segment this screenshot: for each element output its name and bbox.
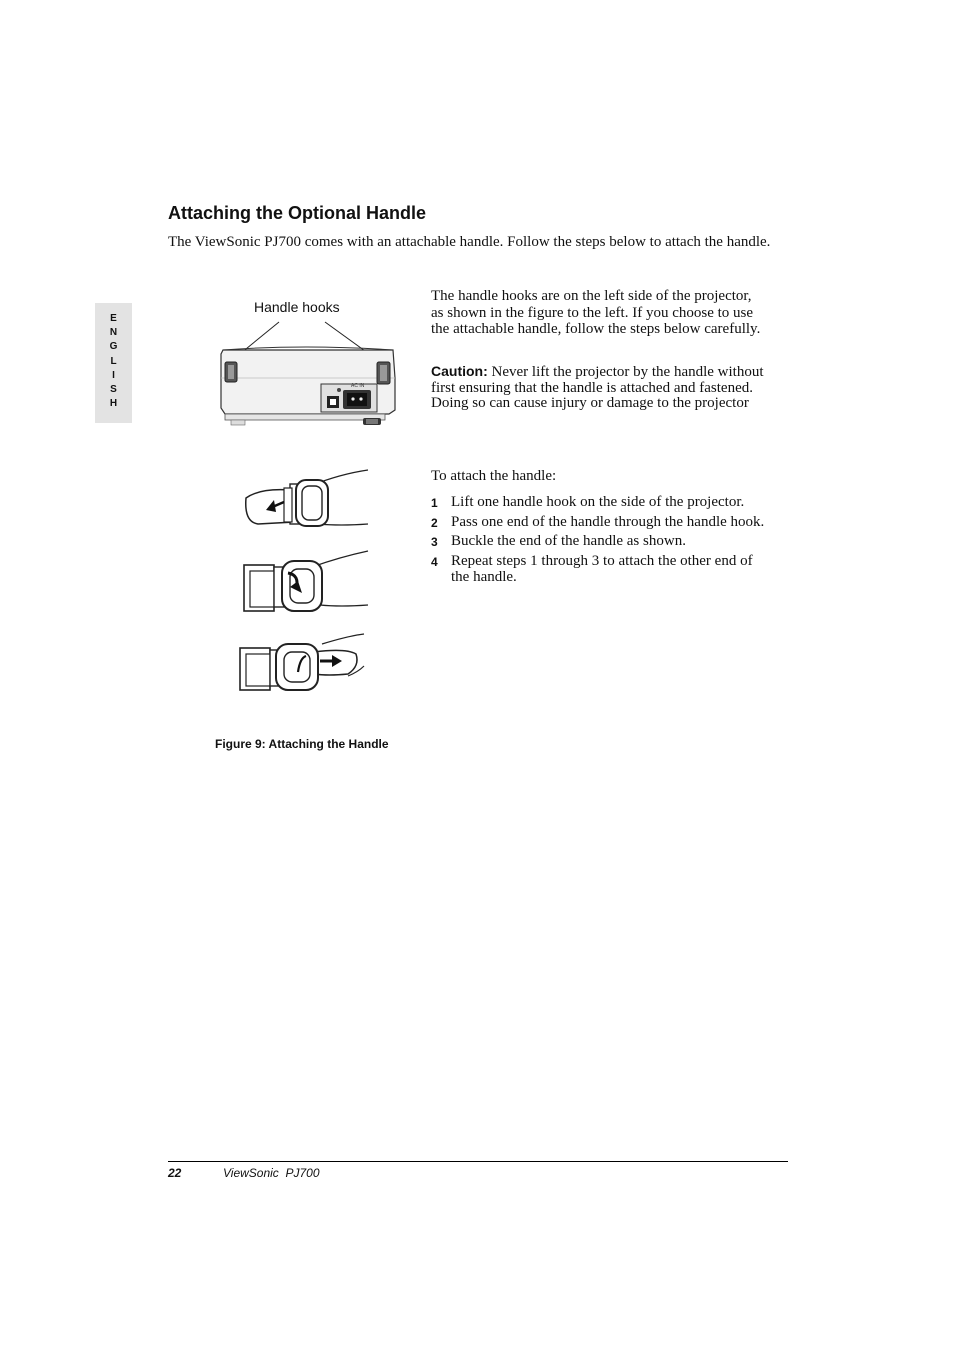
language-letter: N: [109, 327, 118, 339]
intro-paragraph: The ViewSonic PJ700 comes with an attachable handle. Follow the steps below to attach the handle.: [168, 234, 771, 250]
language-letter: S: [110, 384, 117, 396]
page-title: Attaching the Optional Handle: [168, 203, 427, 223]
step-number: 4: [431, 554, 438, 569]
step-text: Buckle the end of the handle as shown.: [451, 533, 686, 549]
step-number: 2: [431, 515, 438, 530]
projector-side-illustration: [215, 318, 405, 438]
caution-text: Never lift the projector by the handle without first ensuring that the handle is attached and fastened. Doing so can cause injury or damage to the projector: [431, 364, 764, 411]
step-text: Pass one end of the handle through the handle hook.: [451, 513, 765, 530]
page-number: 22: [168, 1166, 182, 1180]
caution-note: [431, 364, 766, 412]
language-letter: L: [110, 355, 117, 367]
handle-hooks-callout: Handle hooks: [254, 299, 340, 315]
language-tab: [95, 303, 132, 423]
footer-divider: [168, 1161, 788, 1162]
language-letter: I: [112, 369, 115, 381]
language-letter: H: [109, 398, 118, 410]
list-item: [431, 494, 771, 512]
caution-label: Caution:: [431, 363, 488, 379]
footer-product-name: ViewSonic PJ700: [223, 1166, 320, 1180]
list-item: [431, 553, 771, 586]
ac-in-label: AC IN: [351, 383, 365, 389]
step-number: 1: [431, 496, 438, 510]
buckle-step-2-illustration: [240, 549, 375, 619]
list-item: [431, 514, 771, 532]
buckle-step-1-illustration: [240, 466, 375, 536]
figure-caption: Figure 9: Attaching the Handle: [215, 737, 389, 751]
step-text: Lift one handle hook on the side of the projector.: [451, 494, 745, 510]
attach-intro: To attach the handle:: [431, 468, 557, 484]
step-number: 3: [431, 535, 438, 549]
language-letter: G: [109, 341, 118, 353]
handle-hooks-paragraph: The handle hooks are on the left side of the projector, as shown in the figure to the left. If you choose to use the attachable handle, follow the steps below carefully.: [431, 288, 761, 337]
steps-list: [431, 494, 771, 588]
language-letter: E: [110, 313, 117, 324]
buckle-step-3-illustration: [238, 632, 373, 694]
step-text: Repeat steps 1 through 3 to attach the other end of the handle.: [451, 552, 753, 585]
list-item: [431, 533, 771, 551]
